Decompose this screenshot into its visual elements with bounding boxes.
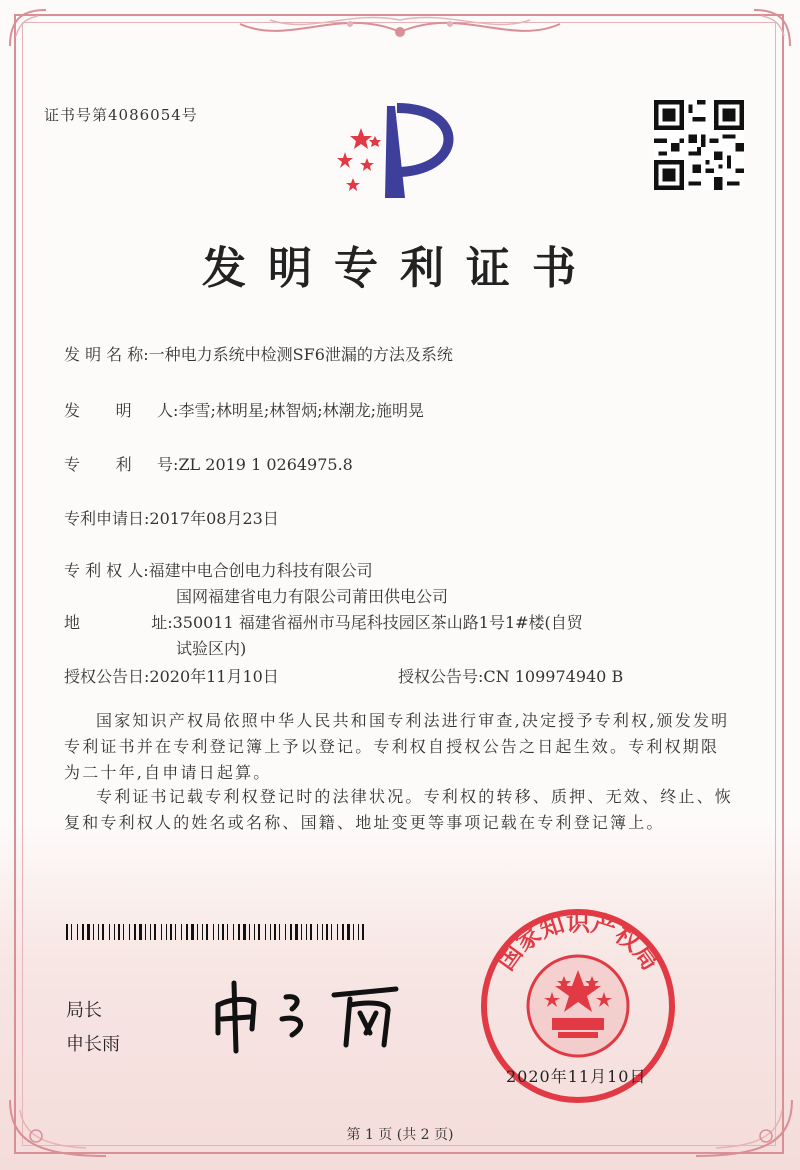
address-label: 地 址:: [64, 613, 173, 632]
inventor-label: 发 明 人:: [64, 401, 179, 420]
patent-number-row: [64, 452, 353, 475]
top-left-ornament: [6, 6, 66, 66]
address-value-2: 试验区内): [176, 639, 247, 658]
grant-date-label: 授权公告日:: [64, 667, 150, 686]
patent-number-label: 专 利 号:: [64, 455, 179, 474]
barcode-icon: [66, 924, 366, 940]
patentee-label: 专 利 权 人:: [64, 561, 149, 580]
certificate-title: 发明专利证书: [202, 243, 598, 294]
invention-name-row: [64, 342, 453, 365]
grant-date-row: [64, 664, 279, 687]
patentee-row-2: [176, 584, 448, 607]
filing-date-value: 2017年08月23日: [149, 509, 279, 528]
filing-date-row: [64, 506, 279, 529]
seal-date: 2020年11月10日: [506, 1067, 647, 1086]
qr-code-icon: [654, 100, 744, 190]
address-value-1: 350011 福建省福州市马尾科技园区茶山路1号1#楼(自贸: [172, 613, 583, 632]
paragraph-2: 专利证书记载专利权登记时的法律状况。专利权的转移、质押、无效、终止、恢复和专利权人的姓名或名称、国籍、地址变更等事项记载在专利登记簿上。: [64, 787, 734, 832]
grant-number-row: [398, 664, 623, 687]
invention-name-label: 发 明 名 称:: [64, 345, 149, 364]
top-ornament: [230, 6, 570, 56]
filing-date-label: 专利申请日:: [64, 509, 150, 528]
handwritten-signature: [200, 975, 420, 1055]
officer-name: 申长雨: [66, 1034, 120, 1055]
patent-number-value: ZL 2019 1 0264975.8: [178, 455, 353, 474]
patent-emblem-icon: [325, 98, 475, 208]
inventor-row: [64, 398, 424, 421]
top-right-ornament: [734, 6, 794, 66]
address-row-2: [176, 636, 246, 659]
seal-lettering: 国家知识产权局: [490, 907, 666, 976]
certificate-number: 证书号第4086054号: [44, 106, 198, 124]
address-row: [64, 610, 583, 633]
officer-title: 局长: [66, 1000, 102, 1021]
inventor-value: 李雪;林明星;林智炳;林潮龙;施明晃: [178, 401, 425, 420]
grant-date-value: 2020年11月10日: [149, 667, 279, 686]
invention-name-value: 一种电力系统中检测SF6泄漏的方法及系统: [148, 345, 453, 364]
patentee-row: [64, 558, 373, 581]
paragraph-1: 国家知识产权局依照中华人民共和国专利法进行审查,决定授予专利权,颁发发明专利证书并在专利登记簿上予以登记。专利权自授权公告之日起生效。专利权期限为二十年,自申请日起算。: [64, 711, 730, 782]
grant-number-label: 授权公告号:: [398, 667, 484, 686]
patentee-value-1: 福建中电合创电力科技有限公司: [148, 561, 373, 580]
grant-number-value: CN 109974940 B: [483, 667, 624, 686]
page-number: 第 1 页 (共 2 页): [346, 1127, 454, 1143]
patentee-value-2: 国网福建省电力有限公司莆田供电公司: [176, 587, 449, 606]
